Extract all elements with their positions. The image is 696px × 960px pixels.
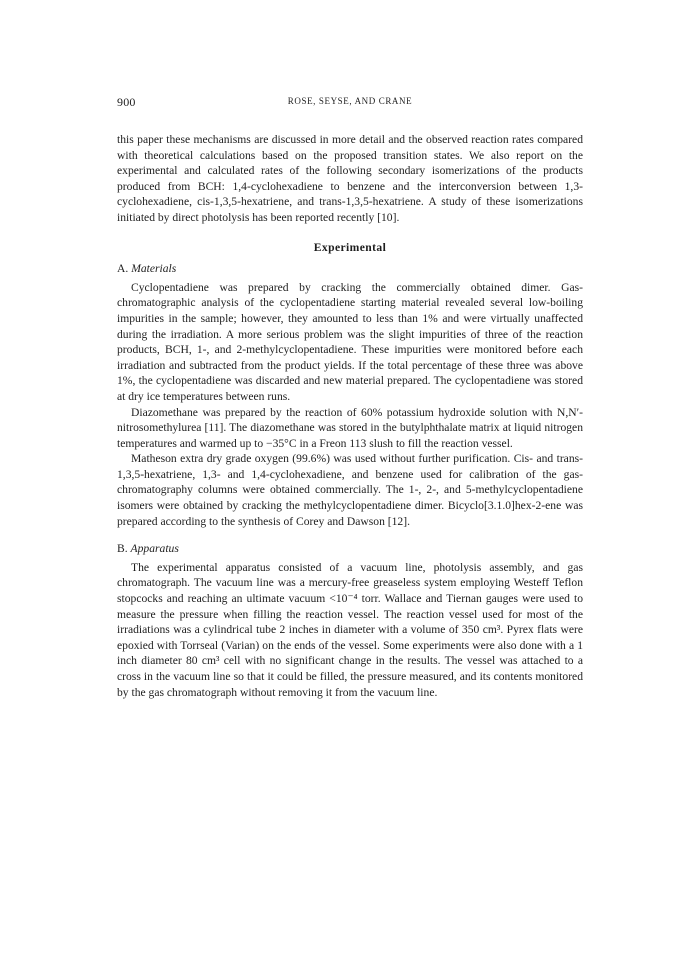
- paragraph-cyclopentadiene: Cyclopentadiene was prepared by cracking the commercially obtained dimer. Gas-chromatographic analysis of the cyclopentadiene starting material revealed several low-boiling impurities in the sample; however, they amounted to less than 1% and were virtually unaffected during the irradiation. A more serious problem was the slight impurities of three of the reaction products, BCH, 1-, and 2-methylcyclopentadiene. These impurities were monitored before each irradiation and subtracted from the product yields. If the total percentage of these three was above 1%, the cyclopentadiene was discarded and new material prepared. The cyclopentadiene was stored at dry ice temperatures between runs.: [117, 280, 583, 403]
- running-head: ROSE, SEYSE, AND CRANE: [287, 96, 413, 106]
- intro-paragraph: this paper these mechanisms are discussed in more detail and the observed reaction rates compared with theoretical calculations based on the proposed transition states. We also report on the experimental and calculated rates of the following secondary isomerizations of the products produced from BCH: 1,4-cyclohexadiene to benzene and the interconversion between 1,3-cyclohexadiene, cis-1,3,5-hexatriene, and trans-1,3,5-hexatriene. A study of these isomerizations initiated by direct photolysis has been reported recently [10].: [117, 133, 583, 224]
- paragraph-diazomethane: Diazomethane was prepared by the reaction of 60% potassium hydroxide solution with N,N′-nitrosomethylurea [11]. The diazomethane was stored in the butylphthalate matrix at liquid nitrogen temperatures and warmed up to −35°C in a Freon 113 slush to fill the reaction vessel.: [117, 405, 583, 450]
- paragraph-oxygen-calibration: Matheson extra dry grade oxygen (99.6%) was used without further purification. Cis- and trans-1,3,5-hexatriene, 1,3- and 1,4-cyclohexadiene, and benzene used for calibration of the gas-chromatography columns were obtained commercially. The 1-, 2-, and 5-methylcyclopentadiene isomers were obtained by cracking the methylcyclopentadiene dimer. Bicyclo[3.1.0]hex-2-ene was prepared according to the synthesis of Corey and Dawson [12].: [117, 452, 583, 528]
- article-body: [117, 132, 583, 700]
- subsection-title: Materials: [131, 262, 177, 276]
- paragraph-apparatus: The experimental apparatus consisted of a vacuum line, photolysis assembly, and gas chromatograph. The vacuum line was a mercury-free greaseless system employing Westeff Teflon stopcocks and reaching an ultimate vacuum <10⁻⁴ torr. Wallace and Tiernan gauges were used to measure the pressure when filling the reaction vessel. The reaction vessel used for most of the irradiations was a cylindrical tube 2 inches in diameter with a volume of 350 cm³. Pyrex flats were epoxied with Torrseal (Varian) on the ends of the vessel. Some experiments were also done with a 1 inch diameter 80 cm³ cell with no significant change in the results. The vessel was attached to a cross in the vacuum line so that it could be filled, the pressure measured, and its contents monitored by the gas chromatograph without removing it from the vacuum line.: [117, 560, 583, 699]
- page-header: [117, 95, 583, 111]
- subsection-heading-apparatus: [117, 541, 583, 557]
- subsection-label: A.: [117, 262, 129, 276]
- section-heading-experimental: Experimental: [313, 240, 387, 254]
- page-number: 900: [117, 95, 136, 109]
- subsection-heading-materials: [117, 261, 583, 277]
- subsection-label: B.: [117, 542, 128, 556]
- subsection-title: Apparatus: [130, 542, 179, 556]
